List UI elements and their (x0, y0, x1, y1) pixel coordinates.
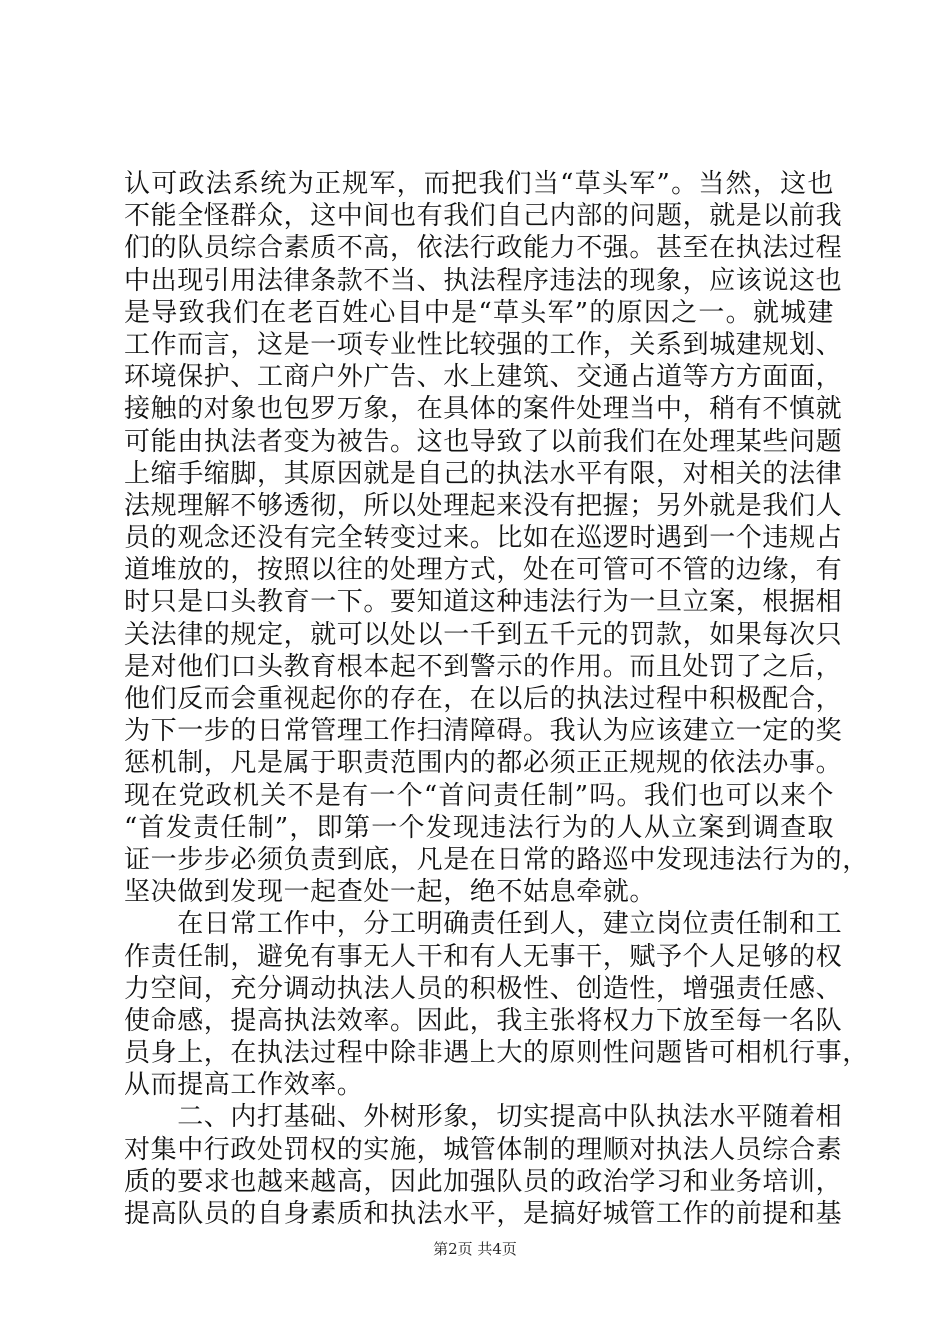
text-line: 质的要求也越来越高，因此加强队员的政治学习和业务培训， (124, 1166, 843, 1197)
text-line: 坚决做到发现一起查处一起，绝不姑息牵就。 (124, 877, 657, 908)
text-line: 力空间，充分调动执法人员的积极性、创造性，增强责任感、 (124, 973, 843, 1004)
text-line: 环境保护、工商户外广告、水上建筑、交通占道等方方面面， (124, 362, 843, 393)
text-line: 认可政法系统为正规军，而把我们当“草头军”。当然，这也 (124, 169, 834, 199)
page-footer: 第2页 共4页 (433, 1240, 517, 1258)
text-line: 是对他们口头教育根本起不到警示的作用。而且处罚了之后， (124, 651, 843, 682)
text-line: 惩机制，凡是属于职责范围内的都必须正正规规的依法办事。 (124, 748, 843, 779)
text-line: 时只是口头教育一下。要知道这种违法行为一旦立案，根据相 (124, 587, 843, 618)
text-line: 是导致我们在老百姓心目中是“草头军”的原因之一。就城建 (124, 297, 834, 328)
text-line: 二、内打基础、外树形象，切实提高中队执法水平随着相 (124, 1102, 843, 1133)
text-line: 工作而言，这是一项专业性比较强的工作，关系到城建规划、 (124, 329, 843, 360)
text-line: 他们反而会重视起你的存在，在以后的执法过程中积极配合， (124, 684, 843, 714)
text-line: “首发责任制”，即第一个发现违法行为的人从立案到调查取 (124, 812, 834, 843)
text-line: 道堆放的，按照以往的处理方式，处在可管可不管的边缘，有 (124, 555, 843, 586)
text-line: 可能由执法者变为被告。这也导致了以前我们在处理某些问题 (124, 426, 843, 457)
text-line: 使命感，提高执法效率。因此，我主张将权力下放至每一名队 (124, 1005, 843, 1036)
text-line: 关法律的规定，就可以处以一千到五千元的罚款，如果每次只 (124, 619, 843, 650)
text-line: 提高队员的自身素质和执法水平，是搞好城管工作的前提和基 (124, 1199, 843, 1229)
text-line: 们的队员综合素质不高，依法行政能力不强。甚至在执法过程 (124, 233, 843, 264)
text-line: 上缩手缩脚，其原因就是自己的执法水平有限，对相关的法律 (124, 458, 843, 489)
text-line: 法规理解不够透彻，所以处理起来没有把握；另外就是我们人 (124, 490, 843, 521)
text-line: 证一步步必须负责到底，凡是在日常的路巡中发现违法行为的， (124, 844, 869, 875)
text-line: 在日常工作中，分工明确责任到人，建立岗位责任制和工 (124, 909, 843, 940)
text-line: 对集中行政处罚权的实施，城管体制的理顺对执法人员综合素 (124, 1134, 843, 1165)
text-line: 员身上，在执法过程中除非遇上大的原则性问题皆可相机行事， (124, 1038, 869, 1069)
text-line: 现在党政机关不是有一个“首问责任制”吗。我们也可以来个 (124, 780, 834, 811)
text-line: 从而提高工作效率。 (124, 1070, 364, 1101)
text-line: 不能全怪群众，这中间也有我们自己内部的问题，就是以前我 (124, 201, 843, 232)
text-line: 为下一步的日常管理工作扫清障碍。我认为应该建立一定的奖 (124, 716, 843, 747)
text-line: 中出现引用法律条款不当、执法程序违法的现象，应该说这也 (124, 265, 843, 296)
text-line: 作责任制，避免有事无人干和有人无事干，赋予个人足够的权 (124, 941, 843, 972)
text-line: 接触的对象也包罗万象，在具体的案件处理当中，稍有不慎就 (124, 394, 843, 425)
text-line: 员的观念还没有完全转变过来。比如在巡逻时遇到一个违规占 (124, 523, 843, 554)
body-text (124, 168, 869, 1230)
